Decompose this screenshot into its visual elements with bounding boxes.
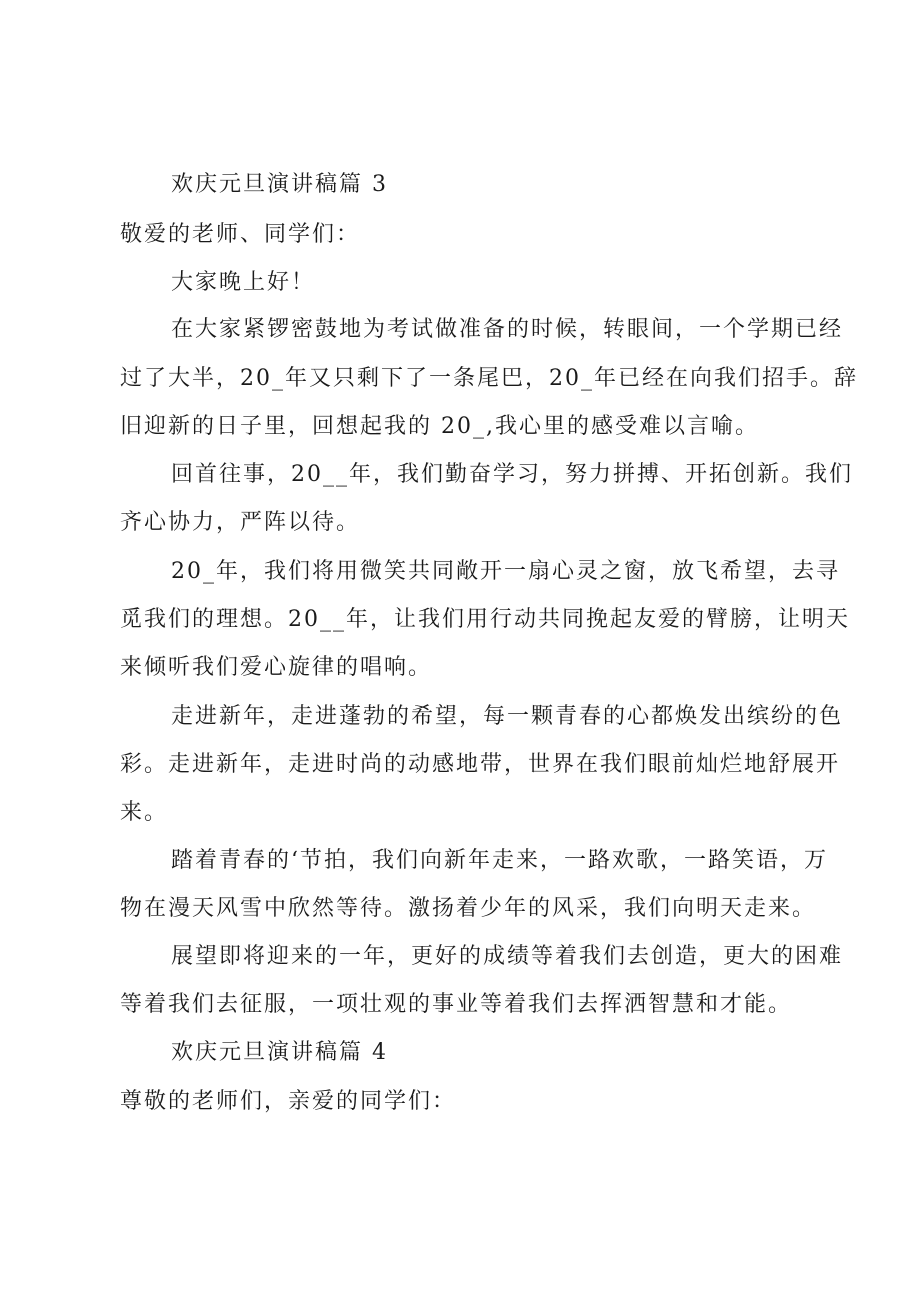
paragraph-line: 过了大半，20_年又只剩下了一条尾巴，20_年已经在向我们招手。辞 xyxy=(120,366,858,391)
paragraph-line: 来倾听我们爱心旋律的唱响。 xyxy=(120,655,433,680)
paragraph-line: 旧迎新的日子里，回想起我的 20_,我心里的感受难以言喻。 xyxy=(120,414,759,439)
paragraph-line: 展望即将迎来的一年，更好的成绩等着我们去创造，更大的困难 xyxy=(171,944,844,969)
paragraph-line: 20_年，我们将用微笑共同敞开一扇心灵之窗，放飞希望，去寻 xyxy=(171,559,840,584)
paragraph-line: 彩。走进新年，走进时尚的动感地带，世界在我们眼前灿烂地舒展开 xyxy=(120,752,841,777)
section-heading-4: 欢庆元旦演讲稿篇 4 xyxy=(171,1040,388,1065)
salutation: 敬爱的老师、同学们： xyxy=(120,222,361,247)
paragraph-line: 踏着青春的‘节拍，我们向新年走来，一路欢歌，一路笑语，万 xyxy=(171,848,828,873)
greeting: 大家晚上好！ xyxy=(171,270,316,295)
paragraph-line: 齐心协力，严阵以待。 xyxy=(120,510,361,535)
paragraph-line: 走进新年，走进蓬勃的希望，每一颗青春的心都焕发出缤纷的色 xyxy=(171,704,844,729)
paragraph-line: 觅我们的理想。20__年，让我们用行动共同挽起友爱的臂膀，让明天 xyxy=(120,607,850,632)
paragraph-line: 等着我们去征服，一项壮观的事业等着我们去挥洒智慧和才能。 xyxy=(120,992,793,1017)
paragraph-line: 在大家紧锣密鼓地为考试做准备的时候，转眼间，一个学期已经 xyxy=(171,317,844,342)
paragraph-line: 回首往事，20__年，我们勤奋学习，努力拼搏、开拓创新。我们 xyxy=(171,462,853,487)
section-heading-3: 欢庆元旦演讲稿篇 3 xyxy=(171,172,388,197)
paragraph-line: 来。 xyxy=(120,800,169,825)
paragraph-line: 物在漫天风雪中欣然等待。激扬着少年的风采，我们向明天走来。 xyxy=(120,896,817,921)
salutation: 尊敬的老师们，亲爱的同学们： xyxy=(120,1089,457,1114)
